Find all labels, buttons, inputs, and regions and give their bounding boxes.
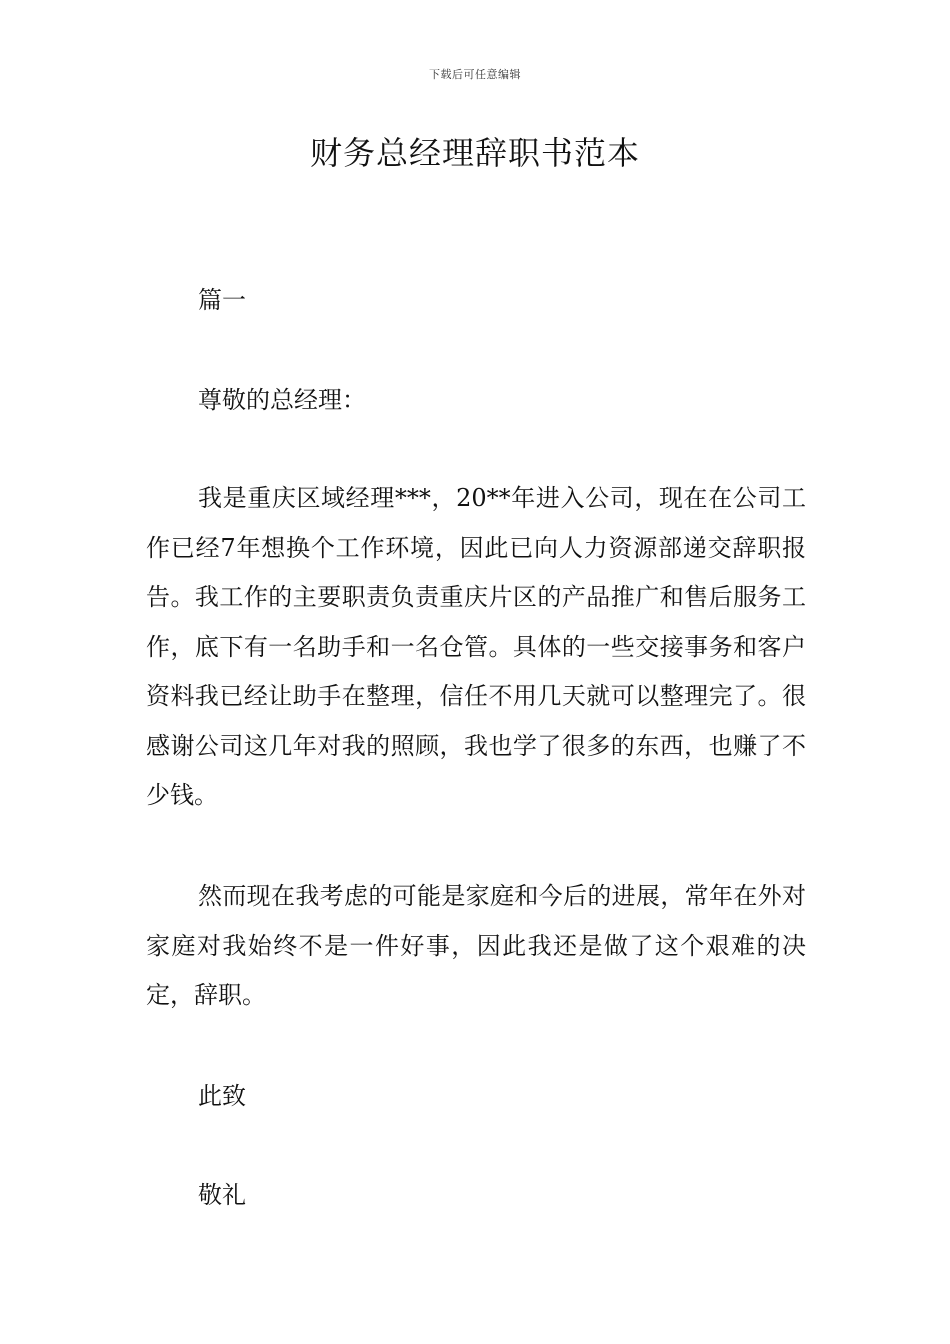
section-label: 篇一: [198, 286, 246, 314]
body-paragraph-1: 我是重庆区域经理***，20**年进入公司，现在在公司工作已经7年想换个工作环境，因此已向人力资源部递交辞职报告。我工作的主要职责负责重庆片区的产品推广和售后服务工作，底下有一名助手和一名仓管。具体的一些交接事务和客户资料我已经让助手在整理，信任不用几天就可以整理完了。很感谢公司这几年对我的照顾，我也学了很多的东西，也赚了不少钱。: [146, 484, 806, 809]
header-note: 下载后可任意编辑: [429, 68, 521, 81]
salutation: 尊敬的总经理：: [198, 386, 366, 414]
document-title: 财务总经理辞职书范本: [309, 134, 640, 172]
closing-regards: 此致: [198, 1082, 246, 1110]
closing-salute: 敬礼: [198, 1181, 246, 1209]
body-paragraph-2: 然而现在我考虑的可能是家庭和今后的进展，常年在外对家庭对我始终不是一件好事，因此我还是做了这个艰难的决定，辞职。: [146, 882, 806, 1009]
